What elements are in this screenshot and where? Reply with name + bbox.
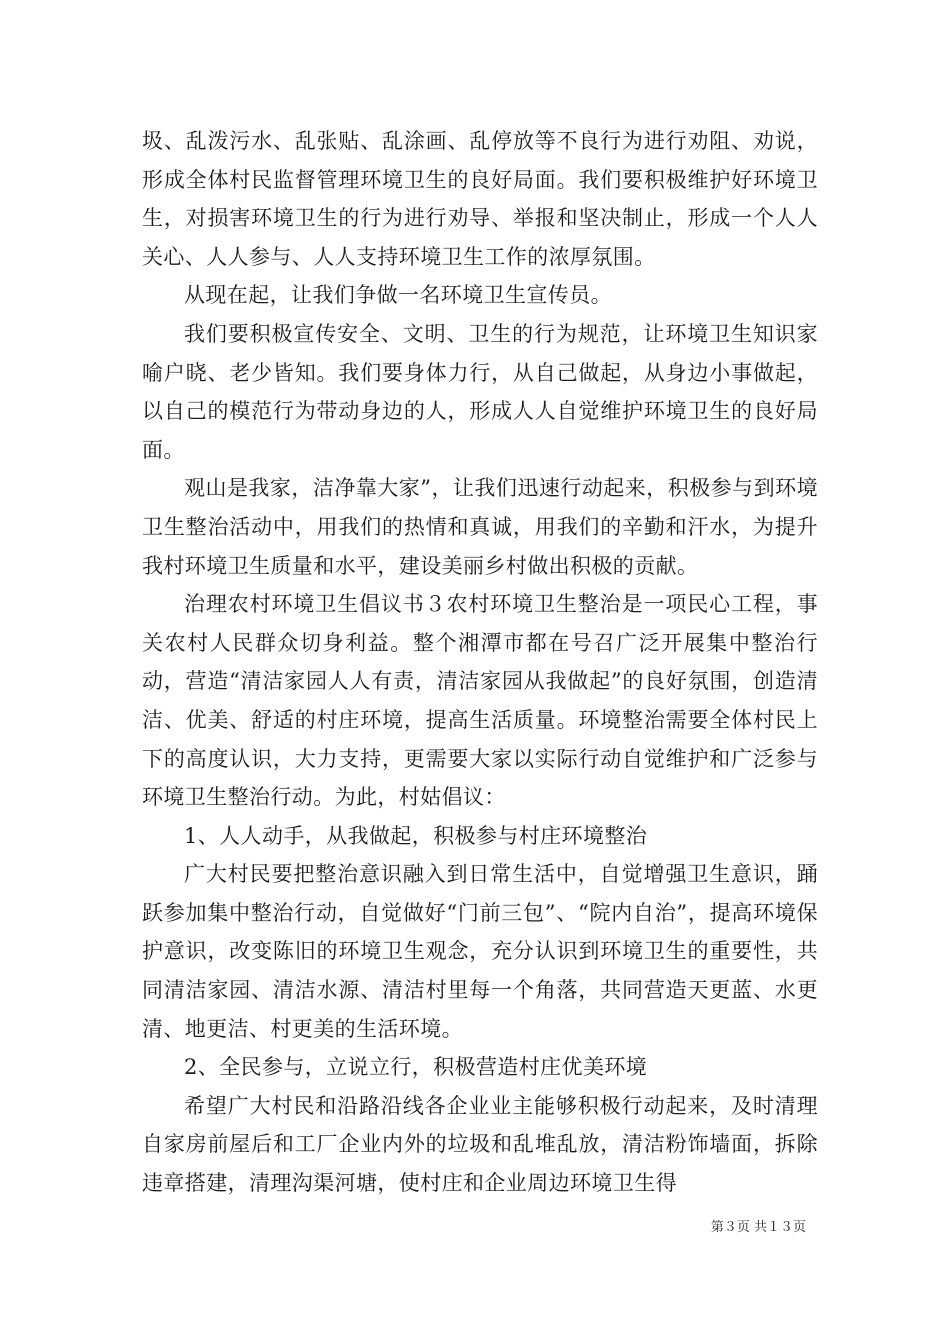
section-heading-1: 1、人人动手，从我做起，积极参与村庄环境整治 <box>184 823 648 848</box>
section-heading-2: 2、全民参与，立说立行，积极营造村庄优美环境 <box>184 1055 648 1080</box>
paragraph-3: 我们要积极宣传安全、文明、卫生的行为规范，让环境卫生知识家喻户晓、老少皆知。我们要身体力行，从自己做起，从身边小事做起，以自己的模范行为带动身边的人，形成人人自觉维护环境卫生的良好局面。 <box>142 321 818 462</box>
document-body <box>142 122 818 1203</box>
paragraph-7: 希望广大村民和沿路沿线各企业业主能够积极行动起来，及时清理自家房前屋后和工厂企业内外的垃圾和乱堆乱放，清洁粉饰墙面，拆除违章搭建，清理沟渠河塘，使村庄和企业周边环境卫生得 <box>142 1093 818 1196</box>
page-number: 第３页 共１３页 <box>710 1220 806 1235</box>
paragraph-1: 圾、乱泼污水、乱张贴、乱涂画、乱停放等不良行为进行劝阻、劝说，形成全体村民监督管理环境卫生的良好局面。我们要积极维护好环境卫生，对损害环境卫生的行为进行劝导、举报和坚决制止，形成一个人人关心、人人参与、人人支持环境卫生工作的浓厚氛围。 <box>142 129 818 269</box>
paragraph-4: 观山是我家，洁净靠大家”，让我们迅速行动起来，积极参与到环境卫生整治活动中，用我们的热情和真诚，用我们的辛勤和汗水，为提升我村环境卫生质量和水平，建设美丽乡村做出积极的贡献。 <box>142 476 818 578</box>
paragraph-2: 从现在起，让我们争做一名环境卫生宣传员。 <box>184 283 612 308</box>
paragraph-6: 广大村民要把整治意识融入到日常生活中，自觉增强卫生意识，踊跃参加集中整治行动，自觉做好“门前三包”、“院内自治”，提高环境保护意识，改变陈旧的环境卫生观念，充分认识到环境卫生的重要性，共同清洁家园、清洁水源、清洁村里每一个角落，共同营造天更蓝、水更清、地更洁、村更美的生活环境。 <box>142 862 818 1041</box>
paragraph-5: 治理农村环境卫生倡议书３农村环境卫生整治是一项民心工程，事关农村人民群众切身利益。整个湘潭市都在号召广泛开展集中整治行动，营造“清洁家园人人有责，清洁家园从我做起”的良好氛围，创造清洁、优美、舒适的村庄环境，提高生活质量。环境整治需要全体村民上下的高度认识，大力支持，更需要大家以实际行动自觉维护和广泛参与环境卫生整治行动。为此，村姑倡议： <box>142 592 818 810</box>
